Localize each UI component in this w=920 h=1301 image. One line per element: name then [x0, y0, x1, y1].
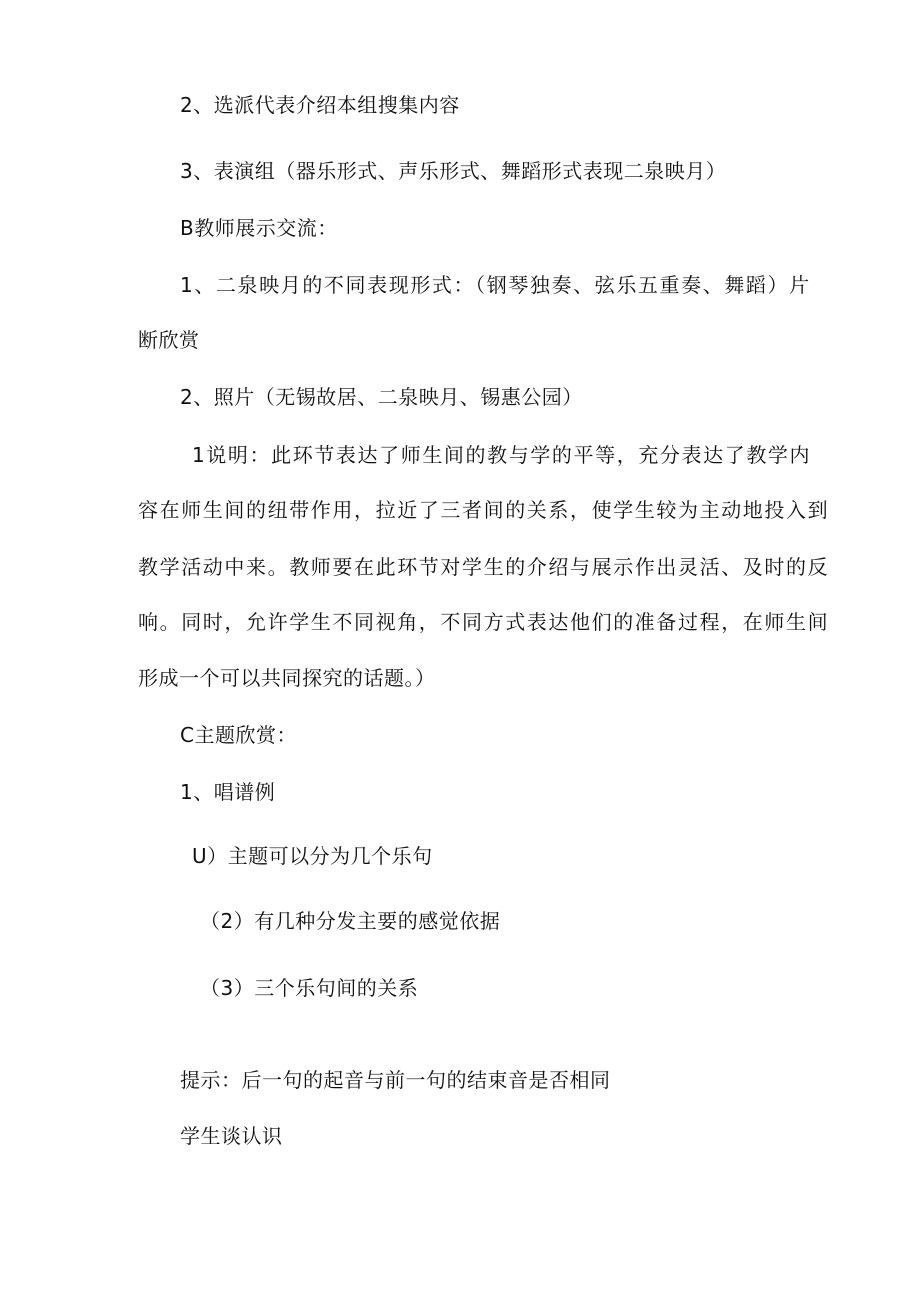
- question-1: U）主题可以分为几个乐句: [192, 844, 433, 868]
- question-3: （3）三个乐句间的关系: [200, 976, 419, 1000]
- note-line-1: 1说明：此环节表达了师生间的教与学的平等，充分表达了教学内: [192, 443, 812, 467]
- text-line-1: 2、选派代表介绍本组搜集内容: [180, 93, 460, 117]
- student-line: 学生谈认识: [180, 1124, 283, 1148]
- note-line-4: 响。同时，允许学生不同视角，不同方式表达他们的准备过程，在师生间: [138, 610, 830, 634]
- text-line-4: 断欣赏: [138, 328, 200, 352]
- note-line-3: 教学活动中来。教师要在此环节对学生的介绍与展示作出灵活、及时的反: [138, 555, 830, 579]
- text-line-5: 2、照片（无锡故居、二泉映月、锡惠公园）: [180, 385, 583, 409]
- text-line-2: 3、表演组（器乐形式、声乐形式、舞蹈形式表现二泉映月）: [180, 159, 727, 183]
- note-line-5: 形成一个可以共同探究的话题。）: [138, 666, 436, 690]
- section-heading-b: B教师展示交流：: [180, 216, 338, 240]
- question-2: （2）有几种分发主要的感觉依据: [200, 909, 501, 933]
- section-heading-c: C主题欣赏：: [180, 723, 297, 747]
- hint-line: 提示：后一句的起音与前一句的结束音是否相同: [180, 1068, 611, 1092]
- note-line-2: 容在师生间的纽带作用，拉近了三者间的关系，使学生较为主动地投入到: [138, 498, 830, 522]
- text-line-6: 1、唱谱例: [180, 780, 276, 804]
- text-line-3: 1、二泉映月的不同表现形式：（钢琴独奏、弦乐五重奏、舞蹈）片: [180, 273, 811, 297]
